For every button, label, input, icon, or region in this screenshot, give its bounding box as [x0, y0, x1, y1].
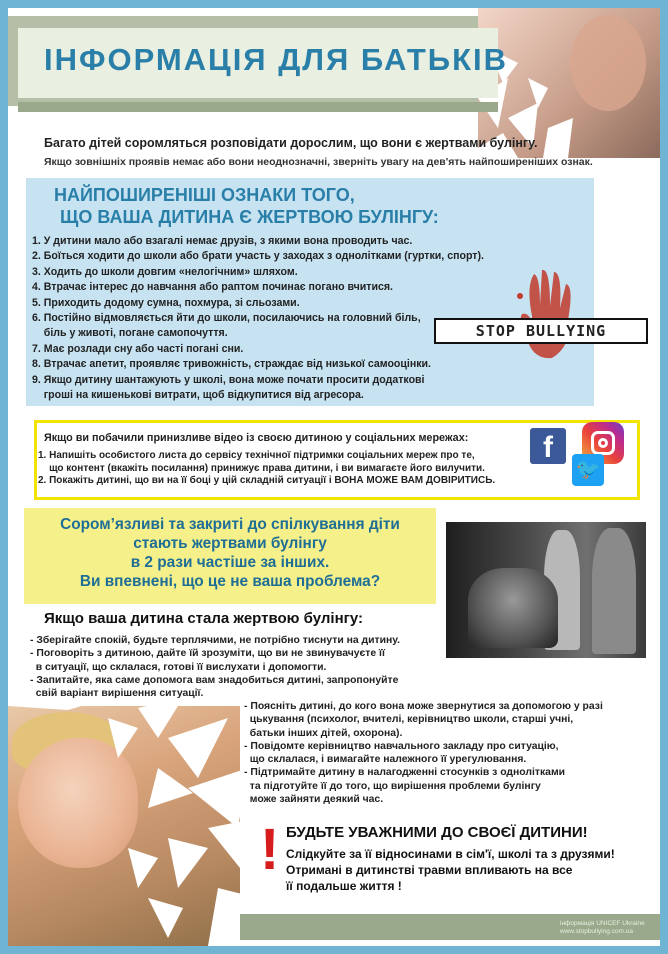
social-list [38, 450, 518, 488]
list-item: - Поговоріть з дитиною, дайте їй зрозуміти, що ви не звинувачуєте її в ситуації, що склалася, готові її вислухати і допомогти. [30, 648, 385, 673]
list-item: - Підтримайте дитину в налагодженні стосунків з однолітками та підготуйте її до того, що вирішення проблеми булінгу може зайняти деякий час. [244, 767, 566, 806]
list-item: - Поясніть дитині, до кого вона може звернутися за допомогою у разі цькування (психолог, вчителі, керівництво школи, старші учні, батьки інших дітей, охорона). [244, 701, 603, 739]
list-item: 3. Ходить до школи довгим «нелогічним» шляхом. [32, 265, 298, 278]
shattered-glass-shards [8, 698, 268, 946]
list-item: 1. У дитини мало або взагалі немає друзів, з якими вона проводить час. [32, 235, 413, 247]
poster [8, 8, 660, 946]
bullying-photo-boy [468, 568, 558, 648]
list-item: 6. Постійно відмовляється йти до школи, посилаючись на головний біль, біль у животі, погане самопочуття. [32, 312, 421, 340]
list-item: - Запитайте, яка саме допомога вам знадобиться дитині, запропонуйте свій варіант вирішення ситуації. [30, 674, 399, 700]
warning-title: БУДЬТЕ УВАЖНИМИ ДО СВОЄЇ ДИТИНИ! [286, 824, 588, 841]
social-title: Якщо ви побачили принизливе відео із своєю дитиною у соціальних мережах: [44, 432, 469, 444]
list-item: 2. Покажіть дитині, що ви на її боці у цій складній ситуації і ВОНА МОЖЕ ВАМ ДОВІРИТИСЬ. [38, 475, 496, 487]
shy-callout-text: Сором’язливі та закриті до спілкування діти стають жертвами булінгу в 2 рази частіше за інших. Ви впевнені, що це не ваша проблема? [60, 516, 400, 590]
stop-bullying-badge: STOP BULLYING [434, 318, 648, 344]
victim-advice-list-continued [244, 700, 654, 806]
list-item: 7. Має розлади сну або часті погані сни. [32, 342, 244, 355]
victim-section-title: Якщо ваша дитина стала жертвою булінгу: [44, 610, 364, 627]
exclamation-icon: ! [260, 817, 280, 882]
instagram-icon-lens [598, 438, 608, 448]
list-item: 5. Приходить додому сумна, похмура, зі сльозами. [32, 296, 300, 309]
page-title: ІНФОРМАЦІЯ ДЛЯ БАТЬКІВ [44, 42, 509, 77]
warning-text: Слідкуйте за її відносинами в сім'ї, школі та з друзями! Отримані в дитинстві травми впливають на все її подальше життя ! [286, 847, 615, 893]
list-item: 8. Втрачає апетит, проявляє тривожність, страждає від низької самооцінки. [32, 358, 431, 371]
header-underline [18, 102, 498, 112]
intro-line-2: Якщо зовнішніх проявів немає або вони неоднозначні, зверніть увагу на дев'ять найпоширеніших ознак. [44, 156, 593, 168]
intro-line-1: Багато дітей соромляться розповідати дорослим, що вони є жертвами булінгу. [44, 136, 538, 150]
signs-title [54, 184, 439, 228]
signs-title-line-2: ЩО ВАША ДИТИНА Є ЖЕРТВОЮ БУЛІНГУ: [60, 207, 439, 227]
list-item: - Зберігайте спокій, будьте терплячими, не потрібно тиснути на дитину. [30, 635, 401, 646]
list-item: - Повідомте керівництво навчального закладу про ситуацію, що склалася, і вимагайте належного її урегулювання. [244, 740, 559, 766]
list-item: 9. Якщо дитину шантажують у школі, вона може почати просити додаткові гроші на кишенькові витрати, щоб відкупитися від агресора. [32, 373, 425, 402]
footer-credit: інформація UNICEF Ukraine www.stopbullying.com.ua [560, 920, 645, 935]
twitter-icon: 🐦 [572, 454, 604, 486]
victim-advice-list [30, 634, 450, 700]
facebook-icon: f [530, 428, 566, 464]
bullying-photo-figure [592, 528, 636, 654]
list-item: 4. Втрачає інтерес до навчання або раптом починає погано вчитися. [32, 281, 393, 294]
signs-title-line-1: НАЙПОШИРЕНІШІ ОЗНАКИ ТОГО, [54, 185, 355, 205]
list-item: 2. Боїться ходити до школи або брати участь у заходах з однолітками (гуртки, спорт). [32, 250, 484, 263]
list-item: 1. Напишіть особистого листа до сервісу технічної підтримки соціальних мереж про те, що контент (вкажіть посилання) принижує права дитини, і ви вимагаєте його вилучити. [38, 450, 485, 474]
